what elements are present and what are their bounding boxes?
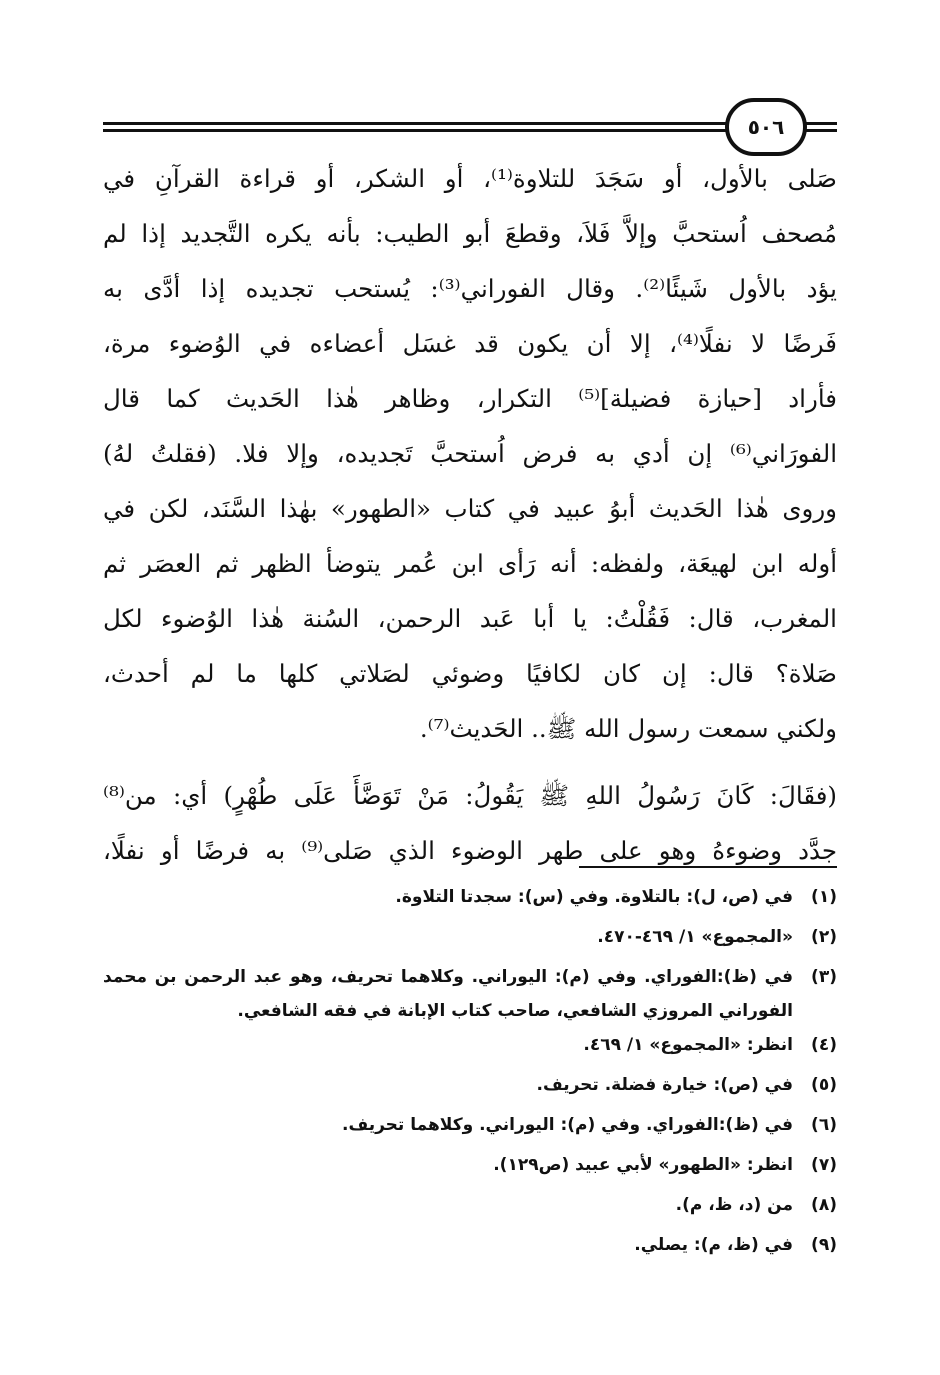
footnote-number: (٥) [811,1075,837,1095]
footnote [103,1188,837,1228]
body-line: ولكني سمعت رسول الله ﷺ.. الحَديث⁽⁷⁾. [419,714,837,743]
body-line: صَلاة؟ قال: إن كان لكافيًا وضوئي لصَلاتي كلها ما لم أحدث، [103,659,837,688]
footnote [103,1228,837,1268]
footnote-number: (٨) [811,1195,837,1215]
body-line-hadith: (فقَالَ: كَانَ رَسُولُ اللهِ ﷺ يَقُولُ: مَنْ تَوَضَّأَ عَلَى طُهْرٍ) أي: من⁽⁸⁾ [103,781,837,810]
footnote [103,880,837,920]
paragraph-gap [103,756,837,768]
footnotes [103,880,837,1268]
footnote-text: من (د، ظ، م). [675,1195,793,1215]
footnote [103,1148,837,1188]
body-line: مُصحف اُستحبَّ وإلاَّ فَلاَ، وقطعَ أبو الطيب: بأنه يكره التَّجديد إذا لم [103,219,837,248]
footnote-text: في (ظ):الفوراي. وفي (م): اليوراني. وكلاهما تحريف، وهو عبد الرحمن بن محمد الفوراني المروزي الشافعي، صاحب كتاب الإبانة في فقه الشافعي. [103,967,793,1021]
footnote [103,1068,837,1108]
body-line: فأراد [حيازة فضيلة]⁽⁵⁾ التكرار، وظاهر هٰذا الحَديث كما قال [103,384,837,413]
footnote-text: في (ص): خيارة فضلة. تحريف. [536,1075,793,1095]
main-text [103,151,837,878]
header-rule-end-bottom [805,129,837,132]
footnote-number: (٢) [811,927,837,947]
body-line: الفورَاني⁽⁶⁾ إن أدي به فرض اُستحبَّ تَجديده، وإلا فلا. (فقلتُ لهُ) [103,439,837,468]
footnote-number: (٣) [811,967,837,987]
footnote-number: (٤) [811,1035,837,1055]
footnote-number: (٧) [811,1155,837,1175]
footnote-number: (٩) [811,1235,837,1255]
footnote [103,1108,837,1148]
page-number: ٥٠٦ [747,115,785,139]
footnote-text: في (ظ، م): يصلي. [634,1235,793,1255]
footnote-number: (١) [811,887,837,907]
body-line: فَرضًا لا نفلًا⁽⁴⁾، إلا أن يكون قد غسَل أعضاءه في الوُضوء مرة، [103,329,837,358]
page-number-badge [725,98,807,156]
header-rule-end-top [805,122,837,125]
body-line: المغرب، قال: فَقُلْتُ: يا أبا عَبد الرحمن، السُنة هٰذا الوُضوء لكل [103,604,837,633]
footnote-text: في (ص، ل): بالتلاوة. وفي (س): سجدتا التلاوة. [395,887,793,907]
footnote-text: «المجموع» ١/ ٤٦٩-٤٧٠. [597,927,793,947]
body-line: وروى هٰذا الحَديث أبوُ عبيد في كتاب «الطهور» بهٰذا السَّنَد، لكن في [103,494,837,523]
footnote-text: في (ظ):الفوراي. وفي (م): اليوراني. وكلاهما تحريف. [342,1115,793,1135]
footnote [103,920,837,960]
footnote [103,960,837,1028]
footnote-number: (٦) [811,1115,837,1135]
header-rule-top [103,122,727,125]
body-line: أوله ابن لهيعَة، ولفظه: أنه رَأى ابن عُمر يتوضأ الظهر ثم العصَر ثم [103,549,837,578]
body-line: صَلى بالأول، أو سَجَدَ للتلاوة⁽¹⁾، أو الشكر، أو قراءة القرآنِ في [103,164,837,193]
body-line: يؤد بالأول شَيئًا⁽²⁾. وقال الفوراني⁽³⁾: يُستحب تجديده إذا أدَّى به [103,274,837,303]
footnote-separator [579,866,837,868]
footnote-text: انظر: «الطهور» لأبي عبيد (ص١٢٩). [493,1155,793,1175]
header-rule-bottom [103,129,727,132]
footnote-text: انظر: «المجموع» ١/ ٤٦٩. [583,1035,793,1055]
footnote [103,1028,837,1068]
body-line: جدَّد وضوءهُ وهو على طهر الوضوء الذي صَلى⁽⁹⁾ به فرضًا أو نفلًا، [103,836,837,865]
